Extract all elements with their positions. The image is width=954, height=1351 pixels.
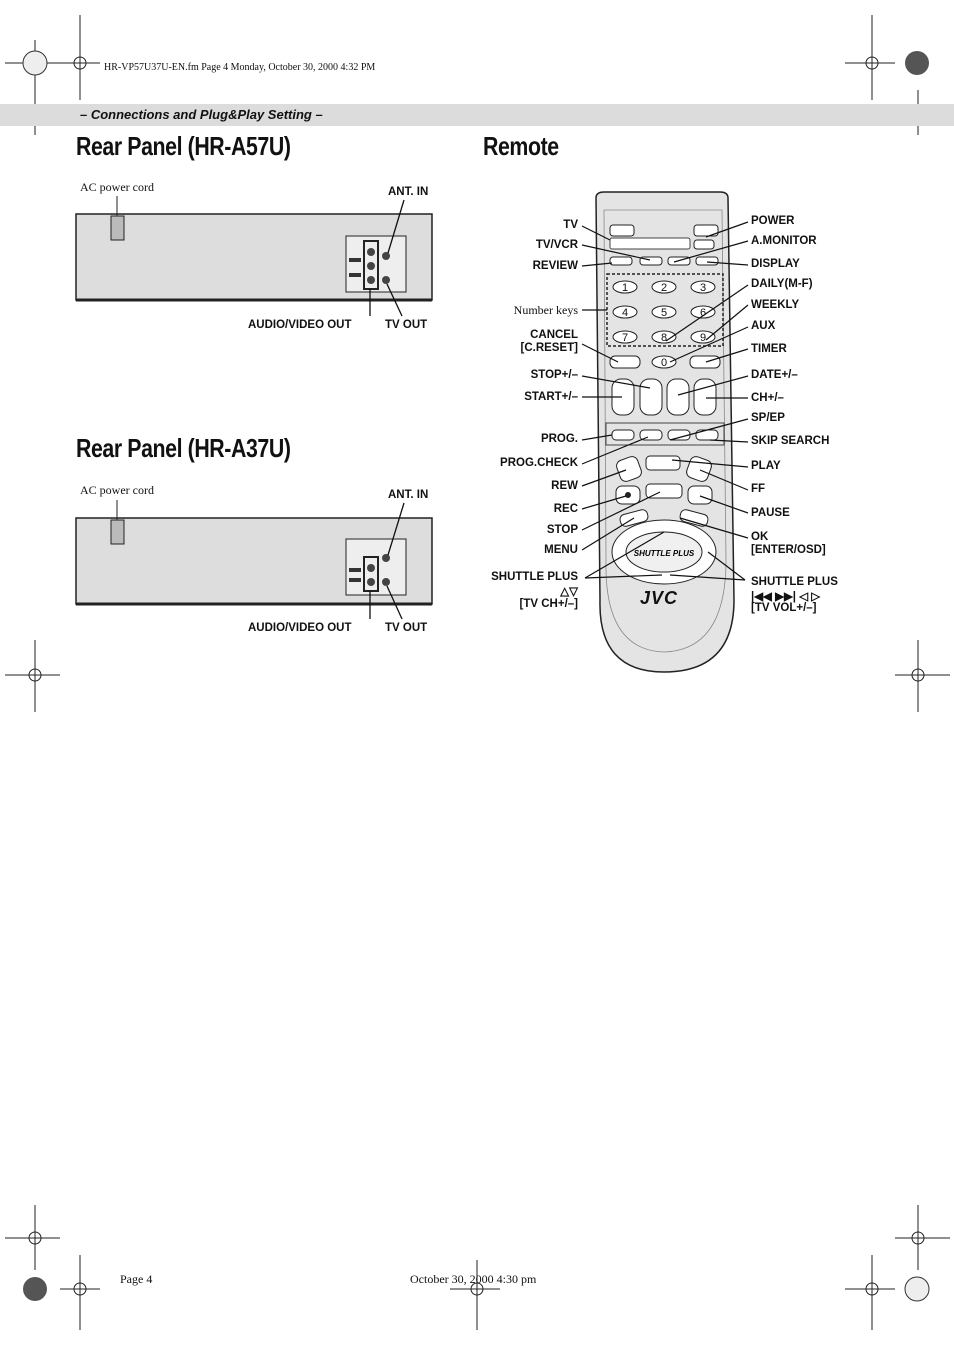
audio-video-out-label-a57: AUDIO/VIDEO OUT <box>248 319 352 331</box>
remote-label-date-plus-minus: DATE+/– <box>751 369 798 381</box>
remote-label-skip-symbols: |◀◀ ▶▶| ◁ ▷ <box>751 591 821 603</box>
svg-text:3: 3 <box>699 282 707 294</box>
remote-label-enter-osd: [ENTER/OSD] <box>751 544 826 556</box>
remote-label-shuttle-plus-left: SHUTTLE PLUS <box>491 571 578 583</box>
remote-label-rew: REW <box>551 480 578 492</box>
remote-label-display: DISPLAY <box>751 258 800 270</box>
remote-label-ff: FF <box>751 483 766 495</box>
tv-out-label-a57: TV OUT <box>385 319 428 331</box>
svg-text:9: 9 <box>699 332 707 344</box>
remote-label-tv-vcr: TV/VCR <box>535 239 578 251</box>
svg-text:0: 0 <box>660 357 668 369</box>
remote-label-weekly: WEEKLY <box>751 299 800 311</box>
remote-label-skip-search: SKIP SEARCH <box>751 435 830 447</box>
remote-title: Remote <box>483 131 559 161</box>
remote-label-tv-vol: [TV VOL+/–] <box>751 602 817 614</box>
remote-label-prog-check: PROG.CHECK <box>500 457 578 469</box>
audio-video-out-label-a37: AUDIO/VIDEO OUT <box>248 622 352 634</box>
remote-label-power: POWER <box>751 215 795 227</box>
remote-label-sp-ep: SP/EP <box>751 412 785 424</box>
remote-label-timer: TIMER <box>751 343 787 355</box>
remote-label-start-plus-minus: START+/– <box>524 391 578 403</box>
ant-in-label-a57: ANT. IN <box>388 186 429 198</box>
svg-text:6: 6 <box>699 307 707 319</box>
rear-panel-a37-title: Rear Panel (HR-A37U) <box>76 433 291 463</box>
remote-label-shuttle-plus-right: SHUTTLE PLUS <box>751 576 838 588</box>
remote-label-c-reset: [C.RESET] <box>520 342 578 354</box>
remote-label-menu: MENU <box>544 544 578 556</box>
remote-label-up-down-triangles: △▽ <box>560 586 578 598</box>
remote-label-play: PLAY <box>751 460 781 472</box>
remote-label-prog: PROG. <box>540 433 578 445</box>
jvc-logo: JVC <box>640 588 679 608</box>
remote-label-a-monitor: A.MONITOR <box>751 235 817 247</box>
remote-label-daily: DAILY(M-F) <box>751 278 813 290</box>
svg-text:2: 2 <box>660 282 668 294</box>
svg-text:8: 8 <box>660 332 668 344</box>
file-info: HR-VP57U37U-EN.fm Page 4 Monday, October 30, 2000 4:32 PM <box>104 62 376 73</box>
remote-label-rec: REC <box>553 503 578 515</box>
svg-text:4: 4 <box>621 307 629 319</box>
remote-label-aux: AUX <box>751 320 776 332</box>
svg-text:7: 7 <box>621 332 629 344</box>
remote-label-ok: OK <box>751 531 769 543</box>
ac-power-cord-label-a37: AC power cord <box>80 483 154 497</box>
remote-label-tv-ch: [TV CH+/–] <box>519 598 578 610</box>
remote-label-review: REVIEW <box>532 260 578 272</box>
remote-label-stop: STOP <box>546 524 578 536</box>
remote-label-ch-plus-minus: CH+/– <box>751 392 784 404</box>
remote-label-stop-plus-minus: STOP+/– <box>530 369 578 381</box>
svg-text:SHUTTLE PLUS: SHUTTLE PLUS <box>633 549 695 558</box>
tv-out-label-a37: TV OUT <box>385 622 428 634</box>
remote-label-tv: TV <box>563 219 578 231</box>
remote-label-cancel: CANCEL <box>530 329 578 341</box>
section-header: – Connections and Plug&Play Setting – <box>80 107 323 122</box>
footer-date: October 30, 2000 4:30 pm <box>410 1272 537 1286</box>
svg-text:5: 5 <box>660 307 668 319</box>
rear-panel-a57-title: Rear Panel (HR-A57U) <box>76 131 291 161</box>
remote-label-number-keys: Number keys <box>513 303 578 317</box>
svg-text:1: 1 <box>621 282 629 294</box>
ant-in-label-a37: ANT. IN <box>388 489 429 501</box>
remote-label-pause: PAUSE <box>751 507 790 519</box>
footer-page: Page 4 <box>120 1272 153 1286</box>
ac-power-cord-label-a57: AC power cord <box>80 180 154 194</box>
